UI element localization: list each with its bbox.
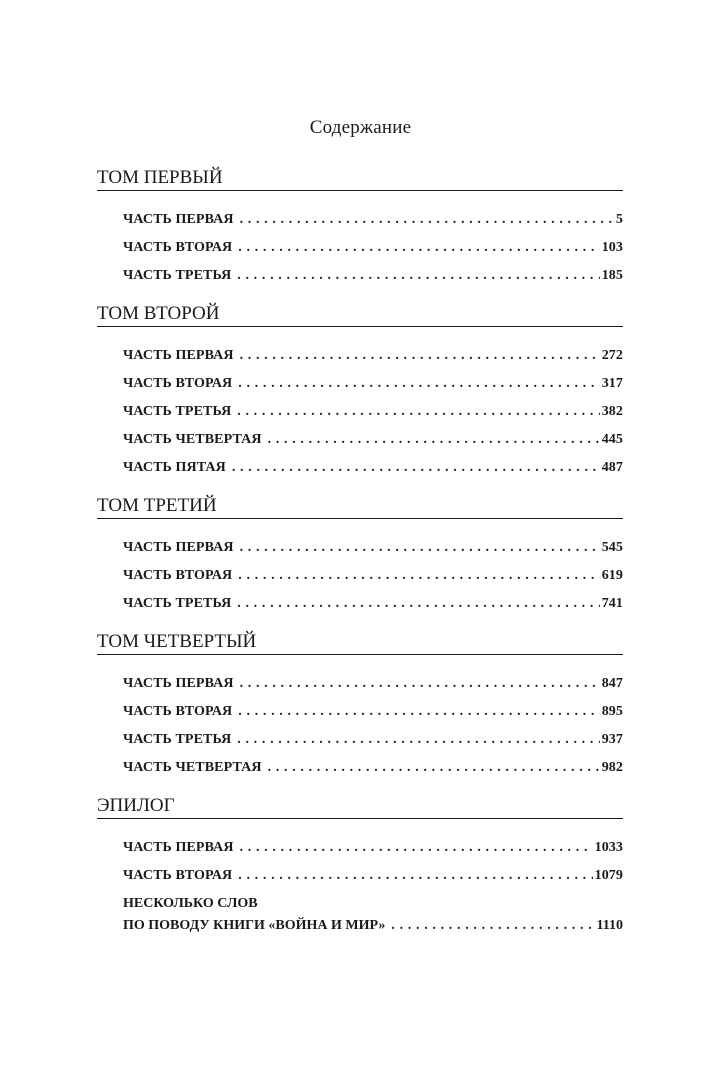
entry-label: ЧАСТЬ ВТОРАЯ <box>123 568 233 583</box>
toc-entry[interactable] <box>97 336 623 364</box>
entry-label: ЧАСТЬ ВТОРАЯ <box>123 376 233 391</box>
toc-entry[interactable] <box>97 748 623 776</box>
toc-entry[interactable] <box>97 828 623 856</box>
toc-section-volume-4 <box>97 631 623 776</box>
section-header: ЭПИЛОГ <box>97 795 623 819</box>
entry-label: ЧАСТЬ ВТОРАЯ <box>123 704 233 719</box>
entry-page-number: 382 <box>601 404 623 419</box>
dot-leader <box>391 918 594 934</box>
dot-leader <box>268 432 600 448</box>
entry-label: ЧАСТЬ ПЯТАЯ <box>123 460 226 475</box>
toc-entry[interactable] <box>97 256 623 284</box>
section-header: ТОМ ПЕРВЫЙ <box>97 167 623 191</box>
dot-leader <box>232 460 600 476</box>
dot-leader <box>237 404 599 420</box>
entry-page-number: 5 <box>615 212 623 227</box>
entry-label: ЧАСТЬ ВТОРАЯ <box>123 240 233 255</box>
dot-leader <box>268 760 600 776</box>
dot-leader <box>240 840 593 856</box>
entry-page-number: 1033 <box>594 840 623 855</box>
toc-section-volume-2 <box>97 303 623 476</box>
toc-section-epilogue <box>97 795 623 934</box>
entry-label: ЧАСТЬ ПЕРВАЯ <box>123 212 234 227</box>
toc-entry[interactable] <box>97 856 623 884</box>
entry-label: ЧАСТЬ ПЕРВАЯ <box>123 540 234 555</box>
toc-entry[interactable] <box>97 556 623 584</box>
entry-label: ЧАСТЬ ЧЕТВЕРТАЯ <box>123 432 262 447</box>
dot-leader <box>237 268 599 284</box>
dot-leader <box>238 704 599 720</box>
section-header: ТОМ ЧЕТВЕРТЫЙ <box>97 631 623 655</box>
dot-leader <box>238 568 599 584</box>
entry-page-number: 1079 <box>594 868 623 883</box>
entry-page-number: 982 <box>601 760 623 775</box>
toc-entry[interactable] <box>97 228 623 256</box>
entry-label: ЧАСТЬ ВТОРАЯ <box>123 868 233 883</box>
entry-label: ЧАСТЬ ПЕРВАЯ <box>123 676 234 691</box>
toc-entry[interactable] <box>97 364 623 392</box>
dot-leader <box>237 732 599 748</box>
toc-entry[interactable] <box>97 420 623 448</box>
entry-page-number: 847 <box>601 676 623 691</box>
entry-label: ЧАСТЬ ТРЕТЬЯ <box>123 268 232 283</box>
entry-page-number: 103 <box>601 240 623 255</box>
entry-label: ЧАСТЬ ТРЕТЬЯ <box>123 404 232 419</box>
section-header: ТОМ ВТОРОЙ <box>97 303 623 327</box>
entry-page-number: 895 <box>601 704 623 719</box>
entry-page-number: 445 <box>601 432 623 447</box>
entry-page-number: 487 <box>601 460 623 475</box>
dot-leader <box>238 376 599 392</box>
toc-section-volume-1 <box>97 167 623 284</box>
afterword-label-line-1: НЕСКОЛЬКО СЛОВ <box>123 896 258 911</box>
toc-entry[interactable] <box>97 664 623 692</box>
table-of-contents <box>97 167 623 934</box>
toc-entry[interactable] <box>97 584 623 612</box>
dot-leader <box>240 540 600 556</box>
entry-label: ЧАСТЬ ПЕРВАЯ <box>123 348 234 363</box>
dot-leader <box>238 240 599 256</box>
entry-page-number: 619 <box>601 568 623 583</box>
entry-label: ЧАСТЬ ЧЕТВЕРТАЯ <box>123 760 262 775</box>
toc-entry-afterword[interactable] <box>97 894 623 934</box>
toc-entry[interactable] <box>97 200 623 228</box>
dot-leader <box>240 676 600 692</box>
section-header: ТОМ ТРЕТИЙ <box>97 495 623 519</box>
dot-leader <box>237 596 599 612</box>
page-title: Содержание <box>309 117 412 138</box>
toc-entry[interactable] <box>97 692 623 720</box>
entry-label: ЧАСТЬ ТРЕТЬЯ <box>123 596 232 611</box>
entry-label: ЧАСТЬ ТРЕТЬЯ <box>123 732 232 747</box>
toc-entry[interactable] <box>97 392 623 420</box>
dot-leader <box>240 348 600 364</box>
toc-entry[interactable] <box>97 448 623 476</box>
toc-entry[interactable] <box>97 528 623 556</box>
afterword-label-line-2: ПО ПОВОДУ КНИГИ «ВОЙНА И МИР» <box>123 918 386 933</box>
entry-page-number: 545 <box>601 540 623 555</box>
entry-page-number: 937 <box>601 732 623 747</box>
entry-page-number: 185 <box>601 268 623 283</box>
entry-page-number: 741 <box>601 596 623 611</box>
entry-page-number: 317 <box>601 376 623 391</box>
toc-section-volume-3 <box>97 495 623 612</box>
toc-entry[interactable] <box>97 720 623 748</box>
dot-leader <box>238 868 592 884</box>
entry-label: ЧАСТЬ ПЕРВАЯ <box>123 840 234 855</box>
dot-leader <box>240 212 614 228</box>
entry-page-number: 272 <box>601 348 623 363</box>
entry-page-number: 1110 <box>596 918 623 933</box>
